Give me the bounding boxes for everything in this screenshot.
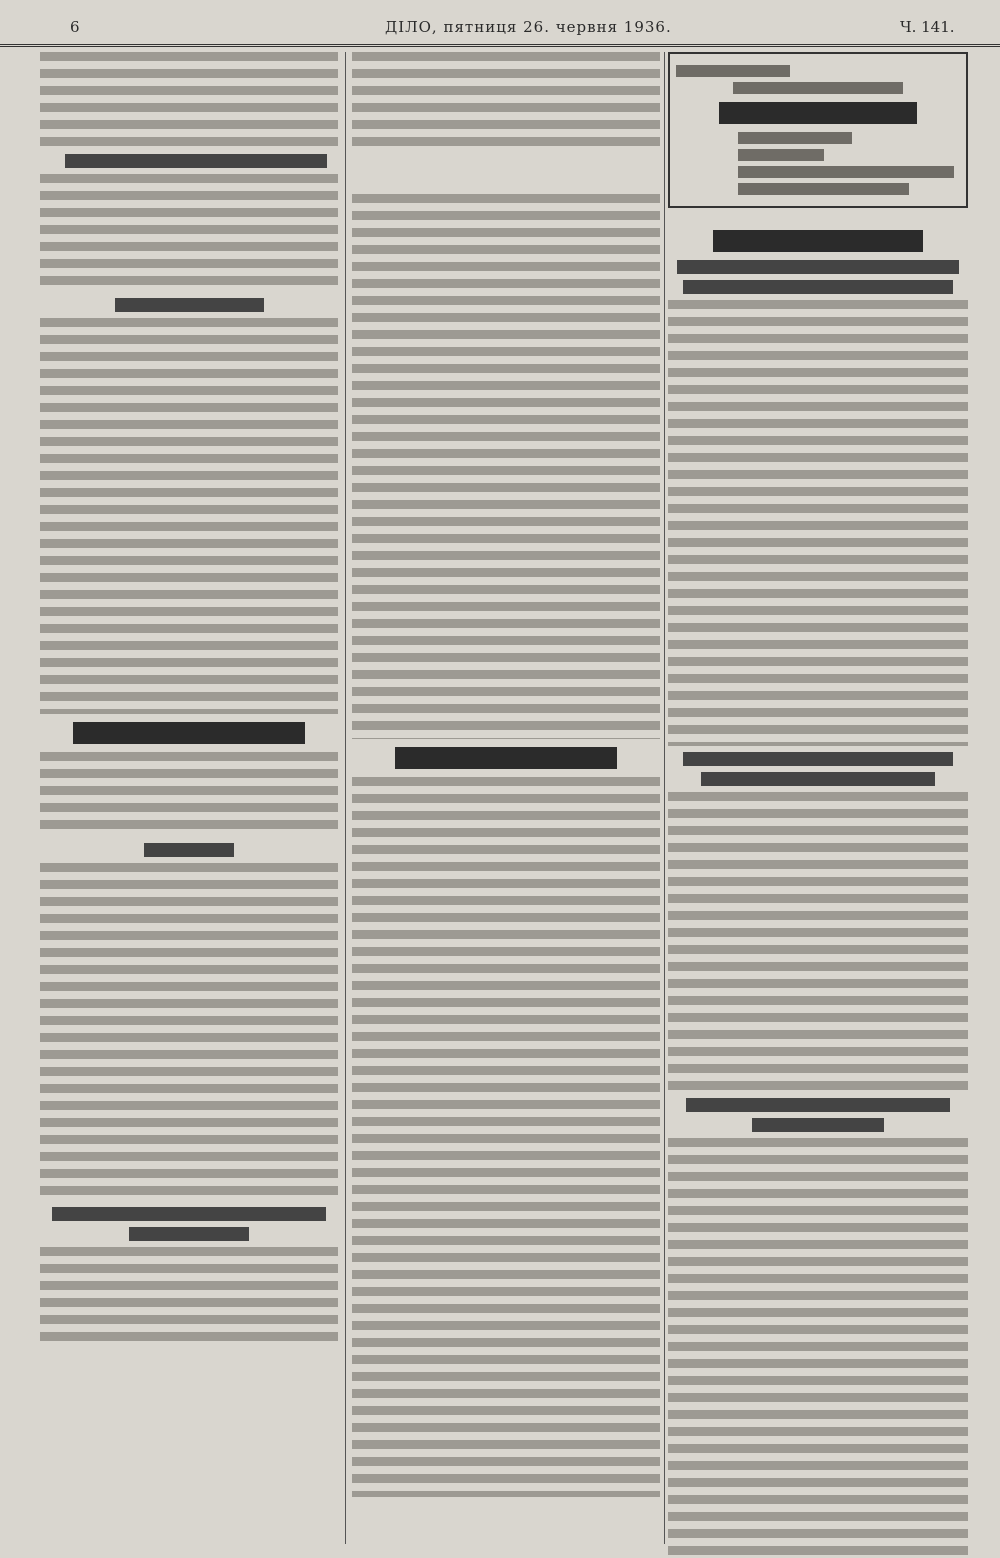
subheading — [752, 1118, 884, 1132]
subheading — [701, 772, 935, 786]
text-block — [352, 52, 660, 154]
subheading — [677, 260, 959, 274]
ad-line — [738, 149, 823, 161]
text-block — [668, 300, 968, 746]
text-block — [668, 792, 968, 1092]
subheading — [686, 1098, 950, 1112]
text-block — [352, 777, 660, 1497]
subheading — [683, 752, 953, 766]
text-block — [352, 194, 660, 739]
book-advertisement — [668, 52, 968, 208]
column-1 — [40, 52, 338, 1544]
ad-title — [719, 102, 918, 124]
column-3 — [668, 52, 968, 1544]
page-number: 6 — [70, 18, 80, 36]
subheading — [115, 298, 264, 312]
ad-line — [738, 166, 954, 178]
subheading — [683, 280, 953, 294]
text-block — [40, 52, 338, 148]
subheading — [52, 1207, 326, 1221]
ad-line — [738, 132, 852, 144]
issue-number: Ч. 141. — [900, 18, 955, 36]
speech-heading — [395, 747, 617, 769]
column-rule — [345, 52, 346, 1544]
speech-heading — [713, 230, 923, 252]
text-block — [40, 1247, 338, 1347]
masthead — [0, 0, 1000, 47]
title-date: ДІЛО, пятниця 26. червня 1936. — [385, 18, 672, 36]
text-block — [668, 1138, 968, 1558]
text-block — [40, 863, 338, 1201]
ad-line — [733, 82, 903, 94]
column-rule — [664, 52, 665, 1544]
ad-line — [738, 183, 908, 195]
subheading — [129, 1227, 248, 1241]
text-block — [40, 318, 338, 714]
column-2 — [352, 52, 660, 1544]
subheading — [144, 843, 233, 857]
ad-line — [676, 65, 790, 77]
text-block — [40, 752, 338, 837]
speech-heading — [73, 722, 305, 744]
section-heading — [65, 154, 327, 168]
text-block — [40, 174, 338, 292]
